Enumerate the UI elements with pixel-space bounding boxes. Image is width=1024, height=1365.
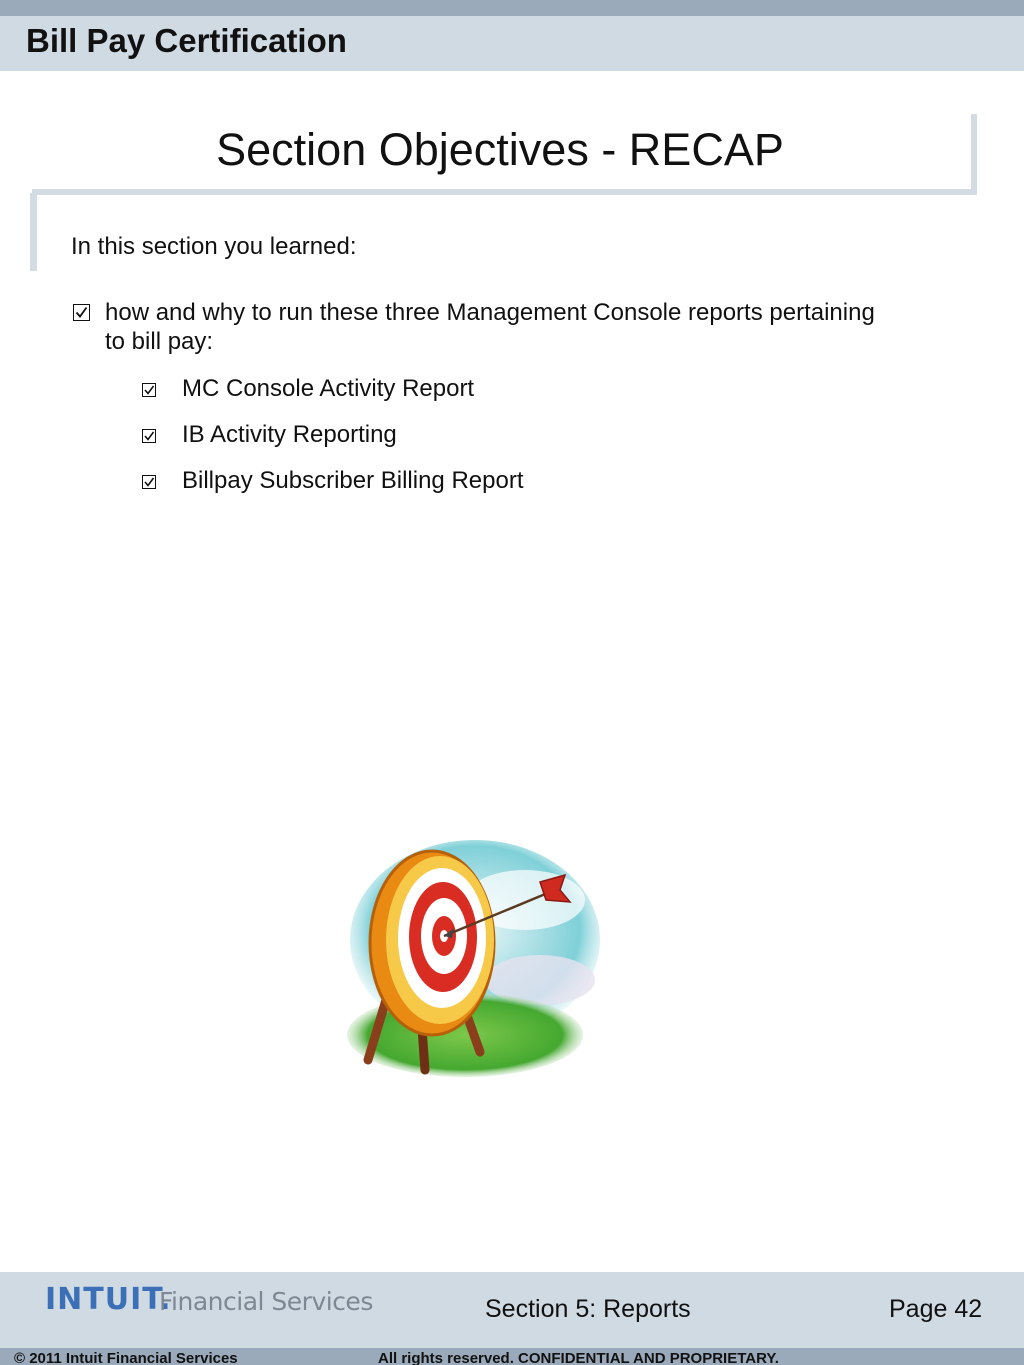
checked-box-icon xyxy=(142,475,156,489)
rights-notice: All rights reserved. CONFIDENTIAL AND PROPRIETARY. xyxy=(378,1350,779,1365)
sub-item xyxy=(140,374,740,404)
intro-text: In this section you learned: xyxy=(71,233,357,260)
main-bullet-text: how and why to run these three Management Console reports pertaining to bill pay: xyxy=(105,299,875,355)
top-accent-strip xyxy=(0,0,1024,16)
checked-box-icon xyxy=(73,304,90,321)
logo-wordmark: INTUIT. xyxy=(45,1282,172,1317)
title-frame-left xyxy=(30,193,37,271)
checked-box-icon xyxy=(142,429,156,443)
logo-subtitle: Financial Services xyxy=(159,1287,373,1316)
document-title: Bill Pay Certification xyxy=(26,22,347,59)
section-title: Section Objectives - RECAP xyxy=(216,124,784,175)
archery-target-illustration xyxy=(340,830,600,1085)
copyright-notice: © 2011 Intuit Financial Services xyxy=(14,1350,238,1365)
sub-item xyxy=(140,420,740,450)
intuit-financial-services-logo xyxy=(45,1280,385,1320)
sub-item xyxy=(140,466,740,496)
sub-item-label: MC Console Activity Report xyxy=(182,375,475,402)
title-frame-bottom xyxy=(32,189,977,195)
footer-section-label: Section 5: Reports xyxy=(485,1295,691,1323)
sub-item-label: IB Activity Reporting xyxy=(182,421,397,448)
checked-box-icon xyxy=(142,383,156,397)
page-number: Page 42 xyxy=(889,1295,983,1323)
sub-item-label: Billpay Subscriber Billing Report xyxy=(182,467,524,494)
